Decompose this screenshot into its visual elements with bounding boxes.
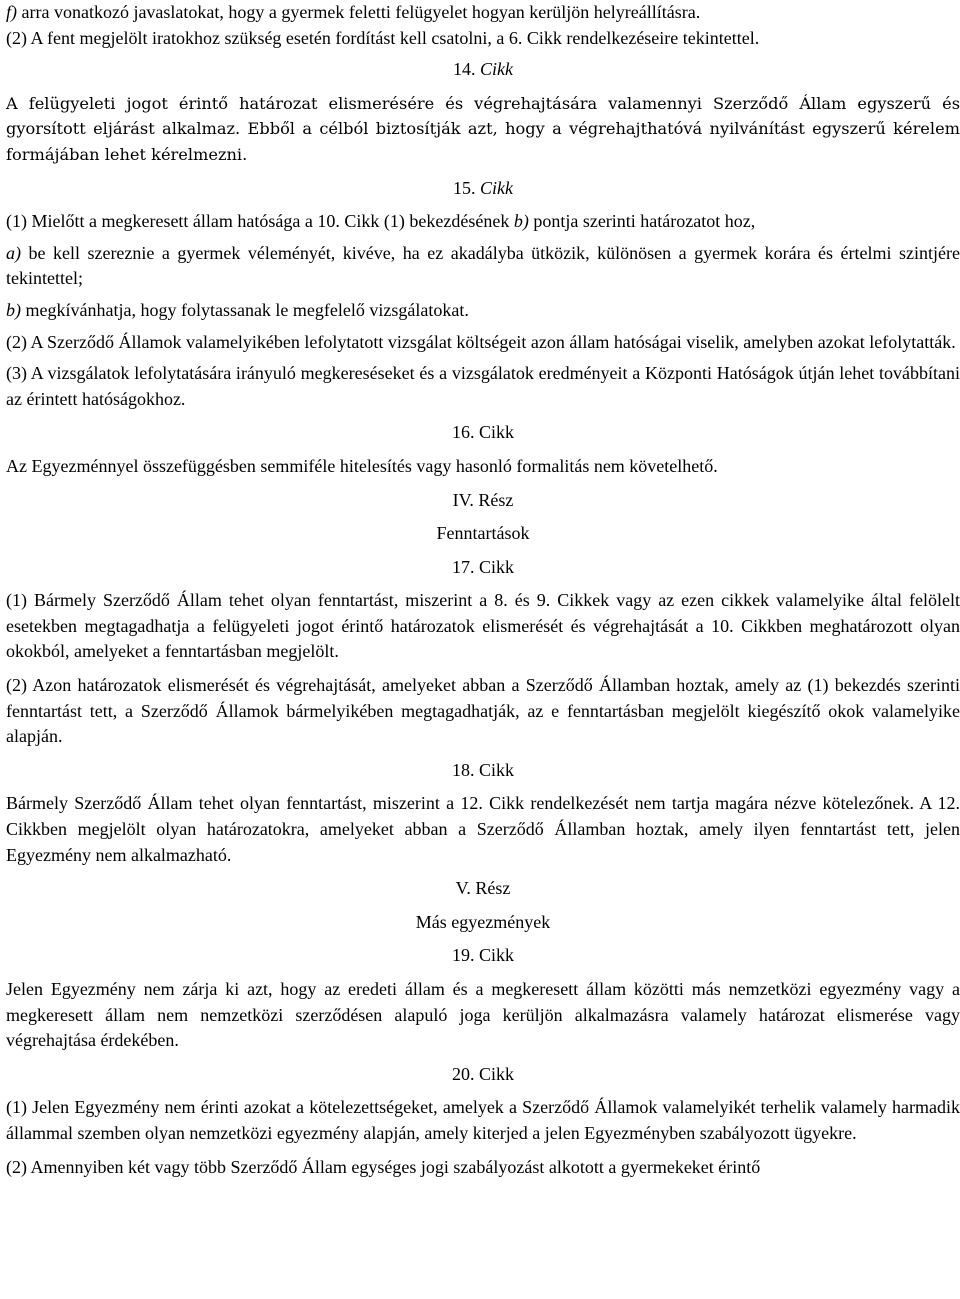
article-18-heading — [6, 758, 960, 784]
point-b-ref: b) — [513, 211, 529, 232]
item-f — [6, 0, 960, 26]
article-20-paragraph-1: (1) Jelen Egyezmény nem érinti azokat a kötelezettségeket, amelyek a Szerződő Államok valamelyikét terhelik valamely harmadik állammal szemben olyan nemzetközi egyezmény alapján, amely kiterjed a jelen Egyezményben szabályozott ügyekre. — [6, 1097, 960, 1143]
point-b — [6, 298, 960, 324]
part-5-heading: V. Rész — [455, 878, 511, 899]
item-f-marker: f) — [6, 2, 17, 22]
article-number: 19. — [451, 945, 475, 966]
text-run: (1) Mielőtt a megkeresett állam hatósága a 10. Cikk (1) bekezdésének — [6, 211, 514, 232]
item-f-text: arra vonatkozó javaslatokat, hogy a gyermek feletti felügyelet hogyan kerüljön helyreállításra. — [17, 2, 701, 22]
paragraph-2-translation: (2) A fent megjelölt iratokhoz szükség esetén fordítást kell csatolni, a 6. Cikk rendelkezéseire tekintettel. — [6, 27, 760, 48]
article-20-heading — [6, 1062, 960, 1088]
article-15-paragraph-2: (2) A Szerződő Államok valamelyikében lefolytatott vizsgálat költségeit azon állam hatóságai viselik, amelyben azokat lefolytatták. — [6, 331, 956, 352]
point-a-marker: a) — [6, 242, 21, 263]
point-b-marker: b) — [6, 299, 21, 320]
article-word: Cikk — [478, 1063, 514, 1084]
article-20-paragraph-2: (2) Amennyiben két vagy több Szerződő Állam egységes jogi szabályozást alkotott a gyermekeket érintő — [6, 1156, 761, 1177]
article-number: 17. — [451, 556, 475, 577]
article-number: 18. — [451, 759, 475, 780]
article-14-text: A felügyeleti jogot érintő határozat elismerésére és végrehajtására valamennyi Szerződő Állam egyszerű és gyorsított eljárást alkalmaz. Ebből a célból biztosítják azt, hogy a végrehajthatóvá nyilvánítást egyszerű kérelem formájában lehet kérelmezni. — [6, 93, 960, 164]
article-15-heading — [6, 176, 960, 202]
text-run: pontja szerinti határozatot hoz, — [528, 211, 756, 232]
article-16-text: Az Egyezménnyel összefüggésben semmiféle hitelesítés vagy hasonló formalitás nem követelhető. — [6, 455, 718, 476]
article-17-paragraph-2: (2) Azon határozatok elismerését és végrehajtását, amelyeket abban a Szerződő Államban hoztak, amely az (1) bekezdés szerinti fenntartást tett, a Szerződő Államok bármelyikében megtagadhatják, az e fenntartásban megjelölt kiegészítő okok valamelyike alapján. — [6, 675, 960, 747]
part-4-title: Fenntartások — [436, 523, 530, 544]
article-word: Cikk — [478, 556, 514, 577]
article-word: Cikk — [478, 945, 514, 966]
article-number: 16. — [451, 422, 475, 443]
article-word: Cikk — [480, 177, 513, 198]
article-14-heading — [6, 57, 960, 83]
article-number: 15. — [453, 177, 476, 198]
article-number: 20. — [451, 1063, 475, 1084]
article-19-heading — [6, 943, 960, 969]
article-number: 14. — [453, 59, 476, 80]
article-18-text: Bármely Szerződő Állam tehet olyan fenntartást, miszerint a 12. Cikk rendelkezését nem tartja magára nézve kötelezőnek. A 12. Cikkben megjelölt olyan határozatokra, amelyeket abban a Szerződő Államban hoztak, amely ilyen fenntartást tett, jelen Egyezmény nem alkalmazható. — [6, 793, 960, 865]
article-17-heading — [6, 555, 960, 581]
point-a — [6, 241, 960, 292]
point-a-text: be kell szereznie a gyermek véleményét, kivéve, ha ez akadályba ütközik, különösen a gyermek korára és értelmi szintjére tekintettel; — [6, 242, 960, 289]
article-16-heading — [6, 420, 960, 446]
article-word: Cikk — [478, 422, 514, 443]
part-5-title: Más egyezmények — [415, 911, 551, 932]
point-b-text: megkívánhatja, hogy folytassanak le megfelelő vizsgálatokat. — [21, 299, 469, 320]
part-4-heading: IV. Rész — [452, 489, 514, 510]
article-15-paragraph-3: (3) A vizsgálatok lefolytatására irányuló megkereséseket és a vizsgálatok eredményeit a Központi Hatóságok útján lehet továbbítani az érintett hatóságokhoz. — [6, 363, 960, 409]
article-15-paragraph-1 — [6, 209, 960, 235]
article-17-paragraph-1: (1) Bármely Szerződő Állam tehet olyan fenntartást, miszerint a 8. és 9. Cikkek vagy az ezen cikkek valamelyike által felölelt esetekben megtagadhatja a felügyeleti jogot érintő határozatok elismerését és végrehajtását a 10. Cikkben meghatározott olyan okokból, amelyeket a fenntartásban megjelölt. — [6, 590, 960, 662]
article-word: Cikk — [478, 759, 514, 780]
article-word: Cikk — [480, 59, 513, 80]
article-19-text: Jelen Egyezmény nem zárja ki azt, hogy az eredeti állam és a megkeresett állam közötti más nemzetközi egyezmény vagy a megkeresett állam nem nemzetközi szerződésen alapuló joga kerüljön alkalmazásra valamely határozat elismerése vagy végrehajtása érdekében. — [6, 979, 960, 1051]
